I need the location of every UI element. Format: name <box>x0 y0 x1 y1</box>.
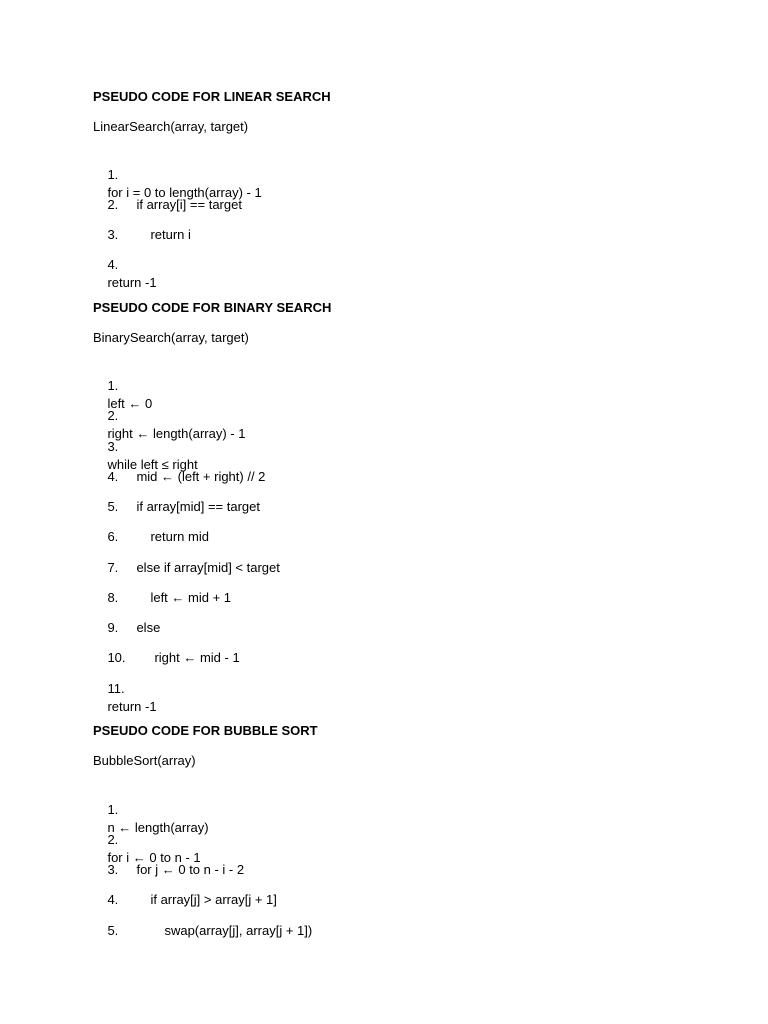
binary-search-heading: PSEUDO CODE FOR BINARY SEARCH <box>93 300 332 315</box>
step-code: return -1 <box>107 275 157 290</box>
step-code: if array[i] == target <box>136 197 242 212</box>
step-number: 2. <box>107 197 119 212</box>
bubble-step-5 <box>93 904 312 958</box>
step-number: 8. <box>107 590 119 605</box>
step-number: 1. <box>107 802 119 817</box>
document-page <box>93 0 733 1024</box>
step-number: 2. <box>107 408 119 423</box>
step-number: 1. <box>107 167 119 182</box>
step-number: 11. <box>107 681 125 696</box>
bubble-sort-signature: BubbleSort(array) <box>93 753 196 768</box>
step-number: 10. <box>107 650 126 665</box>
binary-search-signature: BinarySearch(array, target) <box>93 330 249 345</box>
step-number: 6. <box>107 529 119 544</box>
linear-search-signature: LinearSearch(array, target) <box>93 119 249 134</box>
step-number: 3. <box>107 439 119 454</box>
step-code: right ← mid - 1 <box>154 650 240 665</box>
step-number: 3. <box>107 227 119 242</box>
step-code: if array[mid] == target <box>136 499 261 514</box>
step-code: mid ← (left + right) // 2 <box>136 469 266 484</box>
step-number: 4. <box>107 892 119 907</box>
step-code: return -1 <box>107 699 157 714</box>
step-code: left ← 0 <box>107 396 153 411</box>
step-number: 5. <box>107 923 119 938</box>
step-code: return i <box>150 227 191 242</box>
step-code: for j ← 0 to n - i - 2 <box>136 862 245 877</box>
linear-search-heading: PSEUDO CODE FOR LINEAR SEARCH <box>93 89 331 104</box>
step-code: else <box>136 620 161 635</box>
step-code: for i = 0 to length(array) - 1 <box>107 185 262 200</box>
step-number: 4. <box>107 257 119 272</box>
step-number: 3. <box>107 862 119 877</box>
step-code: return mid <box>150 529 209 544</box>
step-number: 7. <box>107 560 119 575</box>
step-code: if array[j] > array[j + 1] <box>150 892 277 907</box>
step-code: else if array[mid] < target <box>136 560 280 575</box>
step-number: 1. <box>107 378 119 393</box>
step-code: left ← mid + 1 <box>150 590 232 605</box>
step-number: 5. <box>107 499 119 514</box>
step-number: 4. <box>107 469 119 484</box>
bubble-sort-heading: PSEUDO CODE FOR BUBBLE SORT <box>93 723 318 738</box>
step-code: for i ← 0 to n - 1 <box>107 850 201 865</box>
step-number: 2. <box>107 832 119 847</box>
step-code: swap(array[j], array[j + 1]) <box>164 923 313 938</box>
step-number: 9. <box>107 620 119 635</box>
step-code: right ← length(array) - 1 <box>107 426 246 441</box>
step-code: n ← length(array) <box>107 820 209 835</box>
step-code: while left ≤ right <box>107 457 198 472</box>
